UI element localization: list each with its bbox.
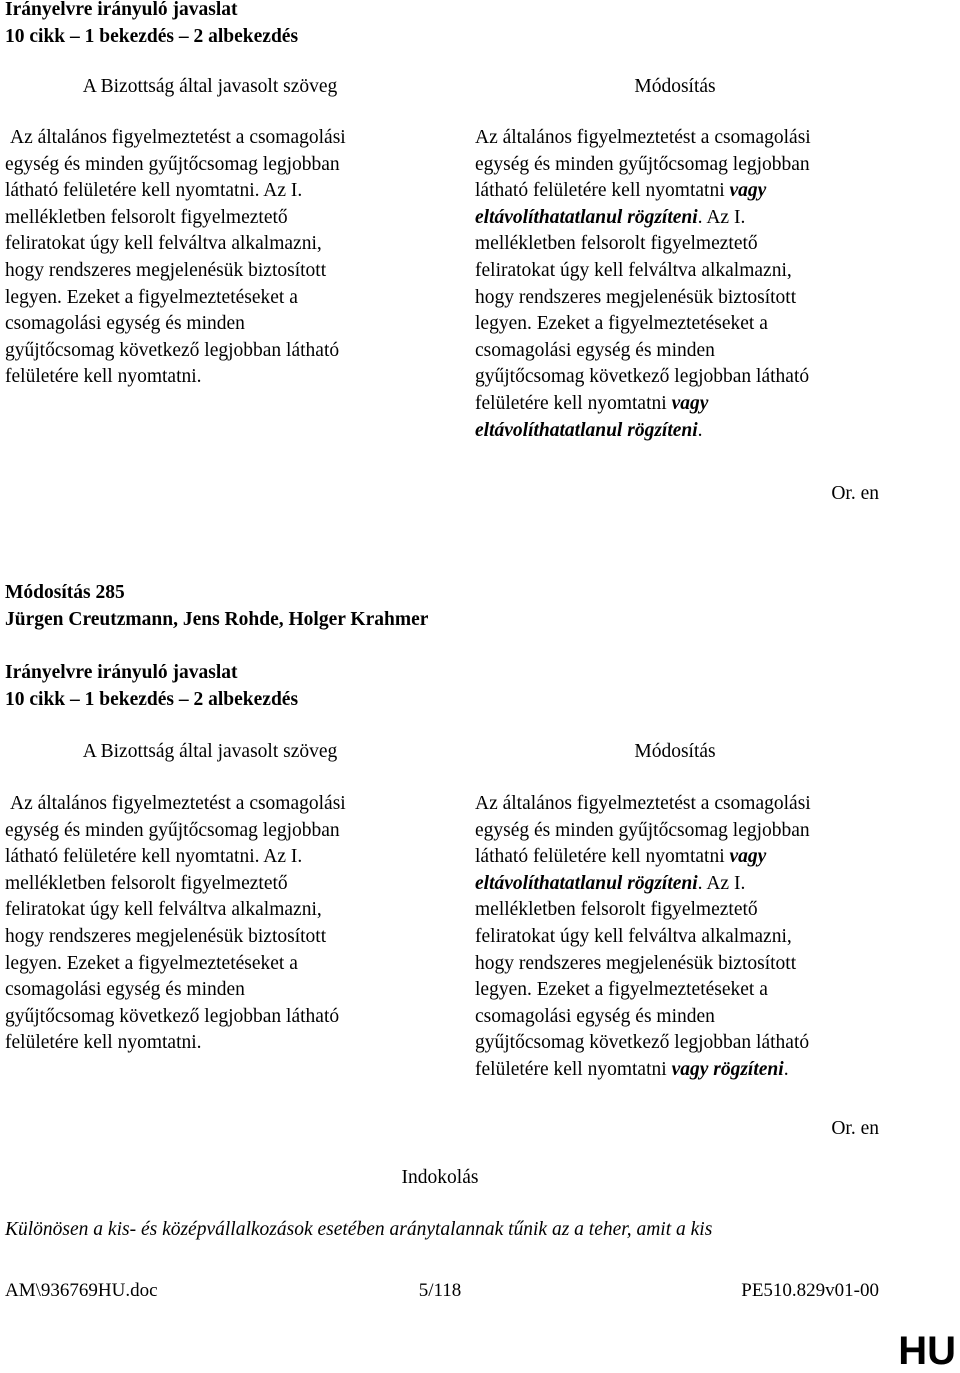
text-line: Az általános figyelmeztetést a csomagolási xyxy=(475,793,811,814)
amended-text: vagy rögzíteni xyxy=(671,1058,784,1080)
section-subheading: 10 cikk – 1 bekezdés – 2 albekezdés xyxy=(5,26,299,47)
text-line: látható felületére kell nyomtatni. Az I. xyxy=(5,846,303,868)
text-line xyxy=(475,205,811,232)
text-line: feliratokat úgy kell felváltva alkalmazni, xyxy=(475,259,792,281)
text-line: egység és minden gyűjtőcsomag legjobban xyxy=(475,819,810,841)
left-column-heading: A Bizottság által javasolt szöveg xyxy=(82,76,338,97)
right-column-heading: Módosítás xyxy=(634,741,716,762)
text-run: . xyxy=(783,1058,789,1080)
text-line xyxy=(475,1057,811,1084)
left-column-text xyxy=(5,125,346,391)
justification-text: Különösen a kis- és középvállalkozások esetében aránytalannak tűnik az a teher, amit a kis xyxy=(5,1219,713,1240)
footer-pe-reference: PE510.829v01-00 xyxy=(741,1280,879,1301)
text-line: gyűjtőcsomag következő legjobban látható xyxy=(5,1005,340,1027)
amendment-authors: Jürgen Creutzmann, Jens Rohde, Holger Krahmer xyxy=(5,609,429,630)
text-line: csomagolási egység és minden xyxy=(5,313,245,335)
text-line: csomagolási egység és minden xyxy=(475,1005,715,1027)
footer-page-number: 5/118 xyxy=(418,1280,462,1301)
original-language: Or. en xyxy=(831,1118,879,1139)
text-line: legyen. Ezeket a figyelmeztetéseket a xyxy=(475,979,768,1001)
text-line: egység és minden gyűjtőcsomag legjobban xyxy=(5,153,340,175)
text-line: mellékletben felsorolt figyelmeztető xyxy=(475,233,758,255)
amendment-number: Módosítás 285 xyxy=(5,582,125,603)
text-line: csomagolási egység és minden xyxy=(475,339,715,361)
right-column-heading: Módosítás xyxy=(634,76,716,97)
amended-text: vagy xyxy=(729,180,767,202)
text-line: feliratokat úgy kell felváltva alkalmazni, xyxy=(475,925,792,947)
section-heading: Irányelvre irányuló javaslat xyxy=(5,662,238,683)
right-column-text xyxy=(475,125,811,444)
justification-heading: Indokolás xyxy=(401,1167,479,1188)
original-language: Or. en xyxy=(831,483,879,504)
text-run: . xyxy=(697,419,703,441)
amended-text: eltávolíthatatlanul rögzíteni xyxy=(475,872,698,894)
text-line: egység és minden gyűjtőcsomag legjobban xyxy=(5,819,340,841)
text-line: feliratokat úgy kell felváltva alkalmazni, xyxy=(5,233,322,255)
text-line xyxy=(475,178,811,205)
text-line: csomagolási egység és minden xyxy=(5,979,245,1001)
text-line: látható felületére kell nyomtatni. Az I. xyxy=(5,180,303,202)
text-line: legyen. Ezeket a figyelmeztetéseket a xyxy=(5,952,298,974)
text-line xyxy=(475,844,811,871)
text-line: mellékletben felsorolt figyelmeztető xyxy=(5,206,288,228)
text-line: gyűjtőcsomag következő legjobban látható xyxy=(475,1032,810,1054)
amended-text: eltávolíthatatlanul rögzíteni xyxy=(475,206,698,228)
amended-text: vagy xyxy=(729,846,767,868)
text-line xyxy=(475,871,811,898)
text-run: látható felületére kell nyomtatni xyxy=(475,846,730,868)
text-line: legyen. Ezeket a figyelmeztetéseket a xyxy=(475,313,768,335)
text-line xyxy=(475,418,811,445)
text-run: . Az I. xyxy=(697,206,746,228)
left-column-text xyxy=(5,791,346,1057)
text-line xyxy=(475,391,811,418)
text-line: Az általános figyelmeztetést a csomagolási xyxy=(10,793,346,814)
text-line: gyűjtőcsomag következő legjobban látható xyxy=(5,339,340,361)
text-line: Az általános figyelmeztetést a csomagolási xyxy=(475,127,811,148)
amended-text: eltávolíthatatlanul rögzíteni xyxy=(475,419,698,441)
text-line: mellékletben felsorolt figyelmeztető xyxy=(5,872,288,894)
text-line: egység és minden gyűjtőcsomag legjobban xyxy=(475,153,810,175)
text-line: Az általános figyelmeztetést a csomagolási xyxy=(10,127,346,148)
section-subheading: 10 cikk – 1 bekezdés – 2 albekezdés xyxy=(5,689,299,710)
text-line: feliratokat úgy kell felváltva alkalmazni, xyxy=(5,899,322,921)
amended-text: vagy xyxy=(671,392,709,414)
text-line: legyen. Ezeket a figyelmeztetéseket a xyxy=(5,286,298,308)
text-line: felületére kell nyomtatni. xyxy=(5,366,202,388)
text-line: hogy rendszeres megjelenésük biztosított xyxy=(475,952,797,974)
text-run: felületére kell nyomtatni xyxy=(475,1058,672,1080)
text-line: felületére kell nyomtatni. xyxy=(5,1032,202,1054)
footer-document-reference: AM\936769HU.doc xyxy=(5,1280,158,1301)
text-run: . Az I. xyxy=(697,872,746,894)
left-column-heading: A Bizottság által javasolt szöveg xyxy=(82,741,338,762)
right-column-text xyxy=(475,791,811,1084)
text-run: felületére kell nyomtatni xyxy=(475,392,672,414)
text-line: gyűjtőcsomag következő legjobban látható xyxy=(475,366,810,388)
text-line: hogy rendszeres megjelenésük biztosított xyxy=(5,259,327,281)
text-line: hogy rendszeres megjelenésük biztosított xyxy=(5,925,327,947)
language-code: HU xyxy=(898,1329,956,1373)
text-line: hogy rendszeres megjelenésük biztosított xyxy=(475,286,797,308)
text-run: látható felületére kell nyomtatni xyxy=(475,180,730,202)
section-heading: Irányelvre irányuló javaslat xyxy=(5,0,238,20)
text-line: mellékletben felsorolt figyelmeztető xyxy=(475,899,758,921)
